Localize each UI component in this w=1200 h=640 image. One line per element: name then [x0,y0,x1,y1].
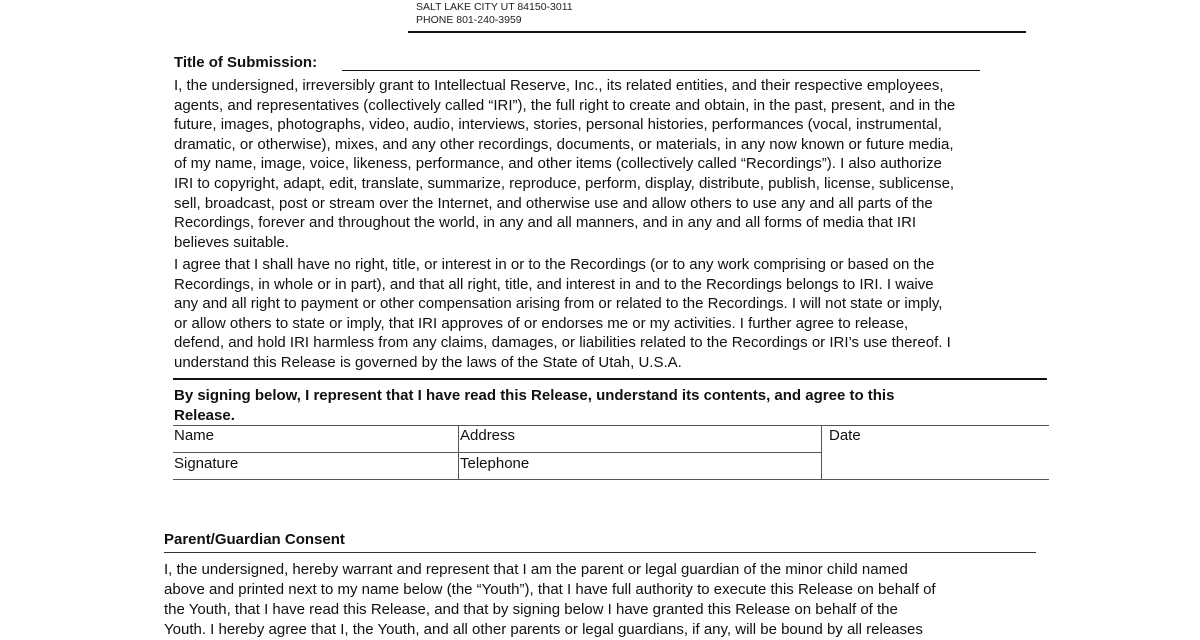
date-field-label[interactable]: Date [829,427,861,444]
signing-statement [174,386,894,425]
address-field-label[interactable]: Address [460,427,516,444]
paragraph-line: Youth. I hereby agree that I, the Youth, and all other parents or legal guardians, if any, will be bound by all releases [164,621,923,638]
paragraph-line: I agree that I shall have no right, title, or interest in or to the Recordings (or to any work comprising or based on the [174,256,935,273]
paragraph-line: Recordings, in whole or in part), and that all right, title, and interest in and to the Recordings belongs to IRI. I waive [174,275,934,293]
paragraph-line: of my name, image, voice, likeness, performance, and other items (collectively called “Recordings”). I also authorize [174,155,942,173]
release-paragraph-2 [174,255,1064,373]
grid-top-line [173,425,1049,426]
paragraph-line: I, the undersigned, irreversibly grant to Intellectual Reserve, Inc., its related entities, and their respective employees, [174,77,944,94]
paragraph-line: above and printed next to my name below (the “Youth”), that I have full authority to execute this Release on behalf of [164,581,936,598]
paragraph-line: future, images, photographs, video, audio, interviews, stories, personal histories, performances (vocal, instrumental, [174,116,942,134]
guardian-divider [164,552,1036,553]
title-of-submission-label: Title of Submission: [174,54,318,71]
grid-bottom-line [173,479,1049,480]
paragraph-line: Recordings, forever and throughout the world, in any and all manners, and in any and all forms of media that IRI [174,214,917,232]
release-paragraph-1 [174,76,1064,252]
paragraph-line: agents, and representatives (collectively called “IRI”), the full right to create and obtain, in the past, present, and in the [174,96,956,114]
signature-field-label[interactable]: Signature [174,455,239,472]
header-divider [408,31,1026,33]
guardian-consent-heading: Parent/Guardian Consent [164,531,345,548]
paragraph-line: believes suitable. [174,233,290,251]
paragraph-line: IRI to copyright, adapt, edit, translate, summarize, reproduce, perform, display, distribute, publish, license, sublicense, [174,174,955,192]
grid-middle-line [173,452,821,453]
header-address: SALT LAKE CITY UT 84150-3011 [416,1,573,13]
name-field-label[interactable]: Name [174,427,215,444]
telephone-field-label[interactable]: Telephone [460,455,530,472]
title-of-submission-field[interactable] [342,70,980,71]
paragraph-line: or allow others to state or imply, that IRI approves of or endorses me or my activities. I further agree to release, [174,314,909,332]
paragraph-line: sell, broadcast, post or stream over the Internet, and otherwise use and allow others to use any and all parts of the [174,194,933,212]
paragraph-line: the Youth, that I have read this Release, and that by signing below I have granted this Release on behalf of the [164,601,898,618]
guardian-paragraph [164,560,1064,640]
paragraph-line: dramatic, or otherwise), mixes, and any other recordings, documents, or materials, in any now known or future media, [174,135,954,153]
header-phone: PHONE 801-240-3959 [416,14,522,26]
paragraph-line: I, the undersigned, hereby warrant and represent that I am the parent or legal guardian of the minor child named [164,561,908,578]
grid-divider-1 [458,425,459,479]
signing-statement-line: Release. [174,406,235,424]
grid-divider-2 [821,425,822,479]
paragraph-line: any and all right to payment or other compensation arising from or related to the Recordings. I will not state or imply, [174,295,943,313]
paragraph-line: defend, and hold IRI harmless from any claims, damages, or liabilities related to the Recordings or IRI’s use thereof. I [174,334,951,352]
section-divider [173,378,1047,380]
signing-statement-line: By signing below, I represent that I have read this Release, understand its contents, and agree to this [174,387,895,404]
paragraph-line: understand this Release is governed by the laws of the State of Utah, U.S.A. [174,353,682,371]
